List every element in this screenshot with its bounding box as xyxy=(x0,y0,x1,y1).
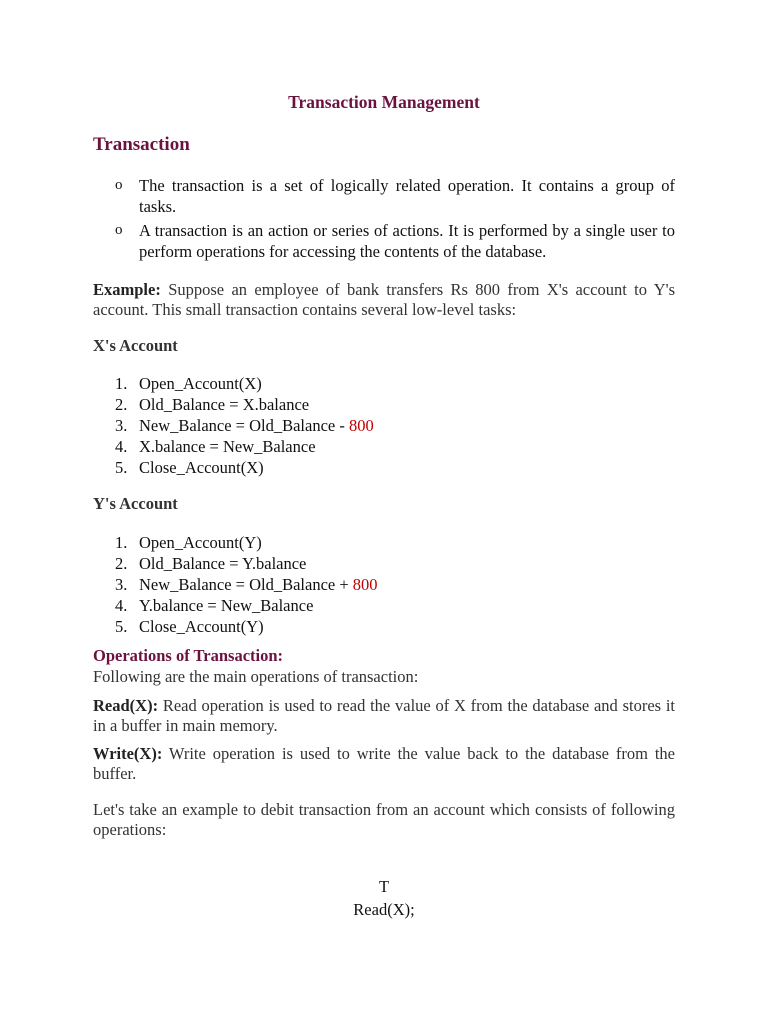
step-text: Old_Balance = Y.balance xyxy=(139,554,307,573)
step-number: 5. xyxy=(115,458,128,477)
step-item xyxy=(93,574,378,595)
step-number: 1. xyxy=(115,533,128,552)
step-text: Open_Account(Y) xyxy=(139,533,262,552)
example-text: Suppose an employee of bank transfers Rs 800 from X's account to Y's account. This small transaction contains several low-level tasks: xyxy=(93,280,675,319)
operations-intro: Following are the main operations of transaction: xyxy=(93,667,419,686)
amount-highlight: 800 xyxy=(352,575,378,594)
x-account-steps xyxy=(93,373,374,478)
step-item xyxy=(93,595,378,616)
step-item xyxy=(93,457,374,478)
transaction-code-line: Read(X); xyxy=(353,900,415,919)
write-label: Write(X): xyxy=(93,744,163,763)
y-account-steps xyxy=(93,532,378,637)
step-item xyxy=(93,532,378,553)
step-item xyxy=(93,553,378,574)
step-item xyxy=(93,616,378,637)
amount-highlight: 800 xyxy=(348,416,374,435)
example-paragraph xyxy=(93,280,675,320)
write-text: Write operation is used to write the value back to the database from the buffer. xyxy=(93,744,675,783)
bullet-item xyxy=(93,220,675,262)
step-number: 4. xyxy=(115,437,128,456)
x-account-heading: X's Account xyxy=(93,336,178,355)
step-text: Open_Account(X) xyxy=(139,374,262,393)
step-number: 3. xyxy=(115,416,128,435)
step-text: Close_Account(X) xyxy=(139,458,264,477)
step-number: 3. xyxy=(115,575,128,594)
step-item xyxy=(93,394,374,415)
operations-heading: Operations of Transaction: xyxy=(93,646,284,665)
step-number: 4. xyxy=(115,596,128,615)
y-account-heading: Y's Account xyxy=(93,494,178,513)
transaction-code-label: T xyxy=(378,877,390,896)
step-number: 5. xyxy=(115,617,128,636)
bullet-marker: o xyxy=(115,177,123,193)
read-text: Read operation is used to read the value of X from the database and stores it in a buffer in main memory. xyxy=(93,696,675,735)
step-text: New_Balance = Old_Balance - xyxy=(139,416,349,435)
example-label: Example: xyxy=(93,280,161,299)
bullet-text: The transaction is a set of logically related operation. It contains a group of tasks. xyxy=(139,176,675,216)
document-title: Transaction Management xyxy=(288,92,480,112)
step-item xyxy=(93,373,374,394)
read-label: Read(X): xyxy=(93,696,159,715)
step-text: Y.balance = New_Balance xyxy=(139,596,314,615)
section-heading-transaction: Transaction xyxy=(93,134,190,155)
read-paragraph xyxy=(93,696,675,736)
bullet-marker: o xyxy=(115,222,123,238)
bullet-item xyxy=(93,175,675,217)
step-text: Old_Balance = X.balance xyxy=(139,395,310,414)
bullet-text: A transaction is an action or series of actions. It is performed by a single user to perform operations for accessing the contents of the database. xyxy=(139,221,675,261)
step-number: 1. xyxy=(115,374,128,393)
transaction-bullet-list xyxy=(93,175,675,265)
step-number: 2. xyxy=(115,395,128,414)
write-paragraph xyxy=(93,744,675,784)
step-number: 2. xyxy=(115,554,128,573)
step-item xyxy=(93,415,374,436)
step-item xyxy=(93,436,374,457)
debit-example-paragraph: Let's take an example to debit transaction from an account which consists of following operations: xyxy=(93,800,675,839)
step-text: X.balance = New_Balance xyxy=(139,437,316,456)
step-text: New_Balance = Old_Balance + xyxy=(139,575,353,594)
step-text: Close_Account(Y) xyxy=(139,617,264,636)
